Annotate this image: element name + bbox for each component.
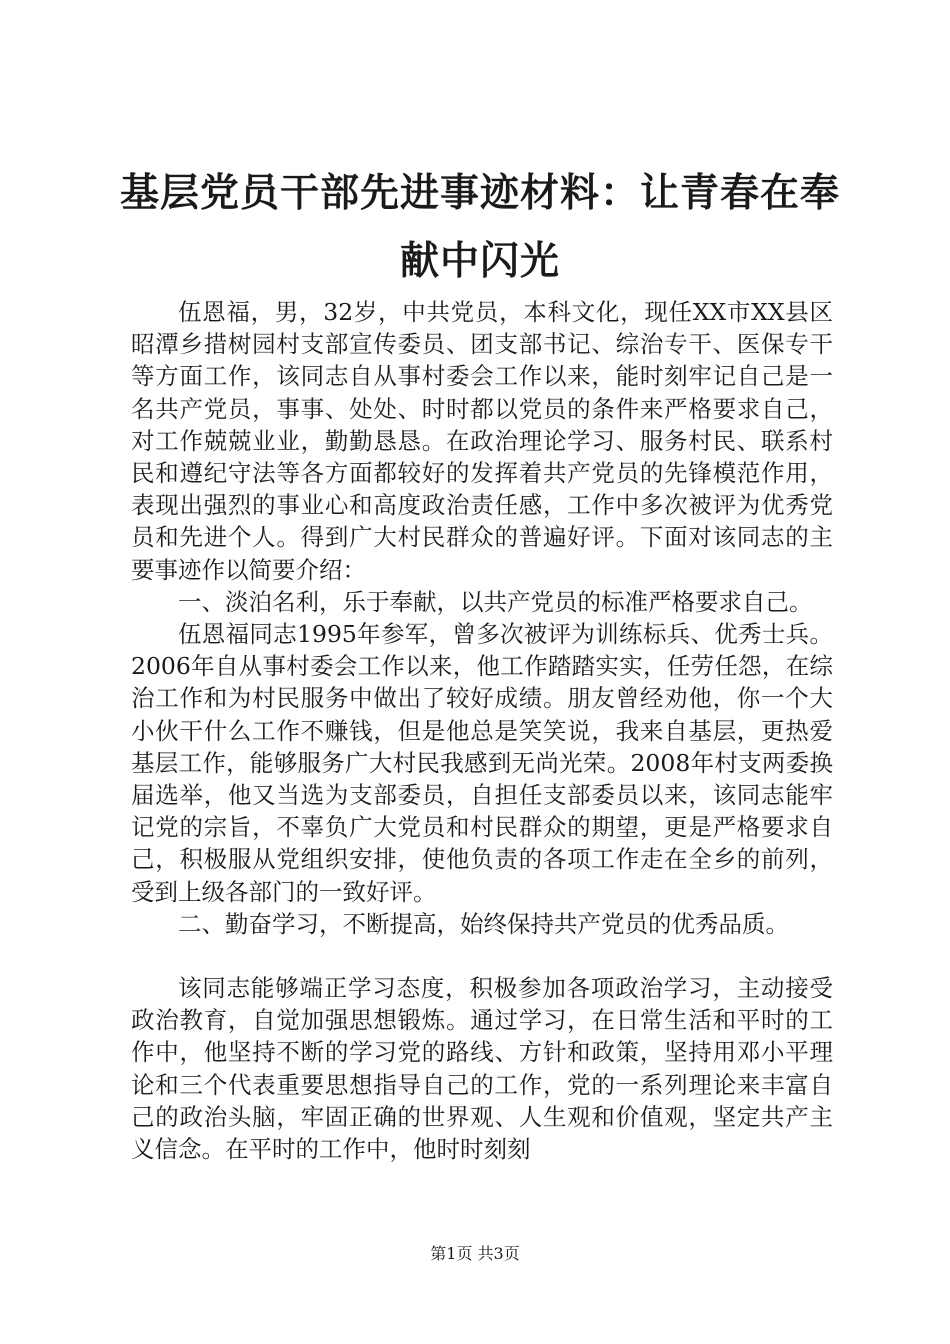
paragraph-section-1: 伍恩福同志1995年参军，曾多次被评为训练标兵、优秀士兵。2006年自从事村委会工作以来，他工作踏踏实实，任劳任怨，在综治工作和为村民服务中做出了较好成绩。朋友曾经劝他，你一个大小伙干什么工作不赚钱，但是他总是笑笑说，我来自基层，更热爱基层工作，能够服务广大村民我感到无尚光荣。2008年村支两委换届选举，他又当选为支部委员，自担任支部委员以来，该同志能牢记党的宗旨，不辜负广大党员和村民群众的期望，更是严格要求自己，积极服从党组织安排，使他负责的各项工作走在全乡的前列，受到上级各部门的一致好评。 [131, 620, 833, 906]
paragraph-section-2: 该同志能够端正学习态度，积极参加各项政治学习，主动接受政治教育，自觉加强思想锻炼。通过学习，在日常生活和平时的工作中，他坚持不断的学习党的路线、方针和政策，坚持用邓小平理论和三个代表重要思想指导自己的工作，党的一系列理论来丰富自己的政治头脑，牢固正确的世界观、人生观和价值观，坚定共产主义信念。在平时的工作中，他时时刻刻 [131, 974, 833, 1164]
section-heading-2: 二、勤奋学习，不断提高，始终保持共产党员的优秀品质。 [178, 909, 789, 938]
paragraph-intro: 伍恩福，男，32岁，中共党员，本科文化，现任XX市XX县区昭潭乡措树园村支部宣传委员、团支部书记、综治专干、医保专干等方面工作，该同志自从事村委会工作以来，能时刻牢记自己是一名共产党员，事事、处处、时时都以党员的条件来严格要求自己，对工作兢兢业业，勤勤恳恳。在政治理论学习、服务村民、联系村民和遵纪守法等各方面都较好的发挥着共产党员的先锋模范作用，表现出强烈的事业心和高度政治责任感，工作中多次被评为优秀党员和先进个人。得到广大村民群众的普遍好评。下面对该同志的主要事迹作以简要介绍： [131, 298, 833, 584]
section-heading-1: 一、淡泊名利，乐于奉献，以共产党员的标准严格要求自己。 [178, 587, 813, 616]
document-title: 基层党员干部先进事迹材料：让青春在奉献中闪光 [120, 171, 841, 284]
page-number: 第1页 共3页 [430, 1244, 520, 1263]
document-body [131, 296, 833, 1165]
